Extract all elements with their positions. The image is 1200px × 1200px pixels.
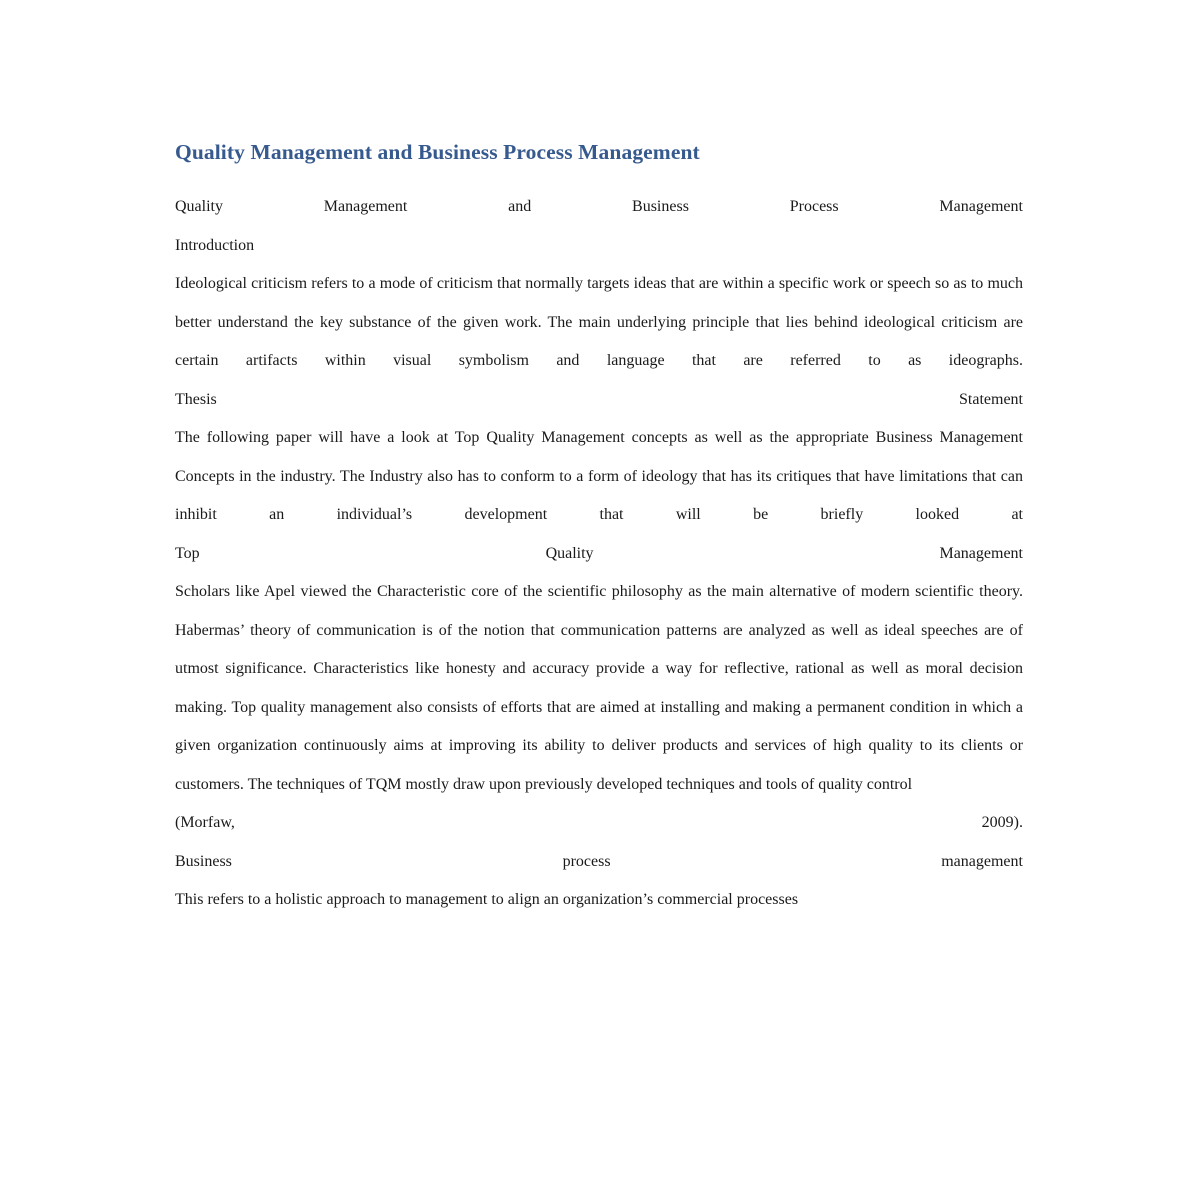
page-title: Quality Management and Business Process Management — [175, 140, 700, 164]
heading-thesis-statement — [175, 381, 1023, 420]
heading-introduction: Introduction — [175, 236, 255, 254]
heading-word: Management — [939, 544, 1023, 562]
heading-business-process-management — [175, 843, 1023, 882]
heading-top-quality-management — [175, 535, 1023, 574]
running-title-word: and — [508, 198, 532, 216]
running-title-line — [175, 188, 1023, 227]
citation-year: 2009). — [981, 814, 1023, 832]
heading-word: Top — [175, 544, 200, 562]
running-title-word: Quality — [175, 198, 223, 216]
heading-word: management — [941, 852, 1023, 870]
running-title-word: Management — [939, 198, 1023, 216]
paragraph-thesis: The following paper will have a look at Top Quality Management concepts as well as the appropriate Business Management Concepts in the industry. The Industry also has to conform to a form of ideology that has its critiques that have limitations that can inhibit an individual’s development that will be briefly looked at — [175, 429, 1023, 524]
citation-morfaw — [175, 804, 1023, 843]
heading-word: Business — [175, 852, 232, 870]
paragraph-top-quality-management: Scholars like Apel viewed the Characteristic core of the scientific philosophy as the main alternative of modern scientific theory. Habermas’ theory of communication is of the notion that communication patterns are analyzed as well as ideal speeches are of utmost significance. Characteristics like honesty and accuracy provide a way for reflective, rational as well as moral decision making. Top quality management also consists of efforts that are aimed at installing and making a permanent condition in which a given organization continuously aims at improving its ability to deliver products and services of high quality to its clients or customers. The techniques of TQM mostly draw upon previously developed techniques and tools of quality control — [175, 583, 1023, 793]
heading-word: Thesis — [175, 390, 217, 408]
heading-word: Quality — [545, 544, 594, 562]
heading-word: process — [562, 852, 611, 870]
paragraph-business-process-management: This refers to a holistic approach to management to align an organization’s commercial processes — [175, 891, 799, 909]
document-text-column — [175, 138, 1023, 920]
paragraph-ideological-criticism: Ideological criticism refers to a mode of criticism that normally targets ideas that are within a specific work or speech so as to much better understand the key substance of the given work. The main underlying principle that lies behind ideological criticism are certain artifacts within visual symbolism and language that are referred to as ideographs. — [175, 275, 1023, 370]
running-title-word: Process — [789, 198, 839, 216]
running-title-word: Management — [323, 198, 408, 216]
heading-word: Statement — [959, 390, 1023, 408]
citation-author: (Morfaw, — [175, 814, 235, 832]
running-title-word: Business — [632, 198, 689, 216]
